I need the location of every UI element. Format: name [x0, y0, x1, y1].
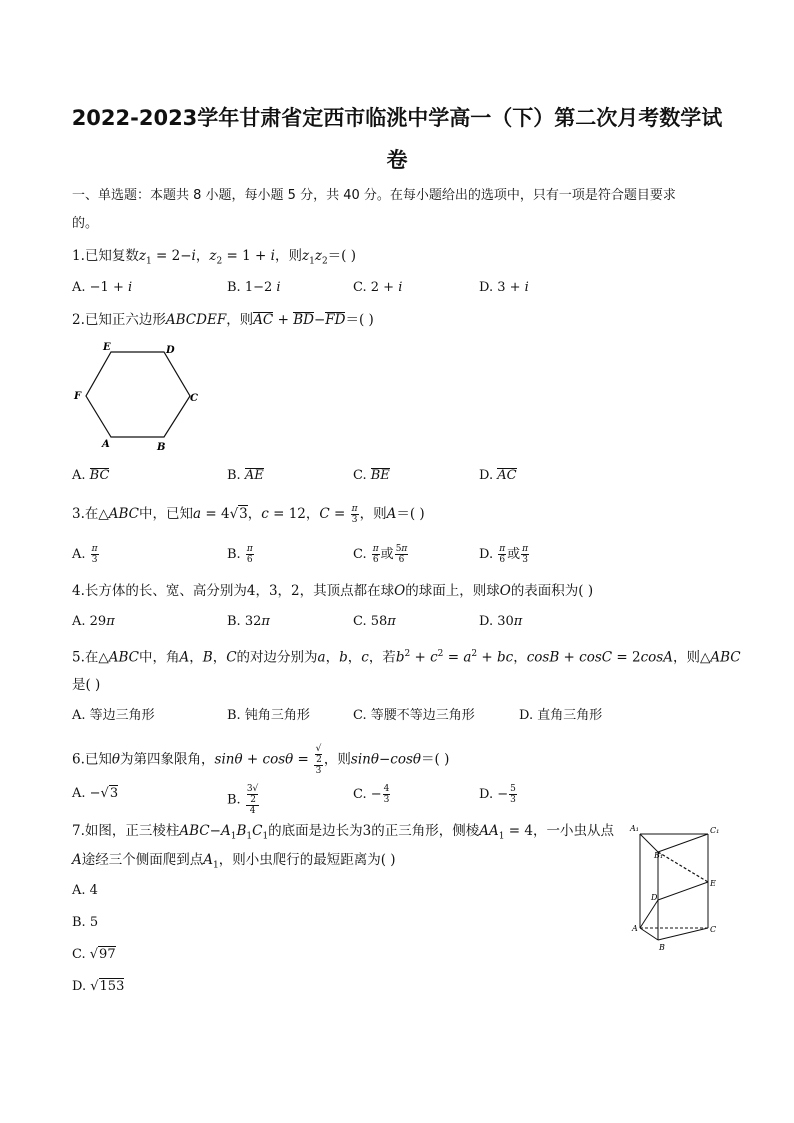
option-3a[interactable]: A. $\frac{\pi}{3}$ [72, 544, 98, 565]
option-7a[interactable]: A. 4 [72, 883, 98, 898]
hex-label-d: D [166, 345, 175, 356]
prism-label-a: A [632, 924, 638, 933]
page-title: 2022-2023学年甘肃省定西市临洮中学高一（下）第二次月考数学试 [71, 106, 723, 130]
hex-label-b: B [157, 442, 166, 453]
question-5-cont: 是( ) [72, 677, 101, 693]
prism-label-b1: B₁ [654, 851, 664, 860]
hex-label-c: C [190, 393, 198, 404]
option-2b[interactable]: B. AE [227, 468, 264, 483]
hexagon-figure [72, 340, 202, 455]
option-4c[interactable]: C. 58π [353, 614, 396, 629]
option-5d[interactable]: D. 直角三角形 [519, 708, 603, 723]
question-6: 6.已知θ为第四象限角，sinθ + cosθ = √ 2 3 ，则sinθ−cosθ＝( ) [72, 744, 450, 776]
option-5a[interactable]: A. 等边三角形 [72, 708, 155, 723]
option-4a[interactable]: A. 29π [72, 614, 115, 629]
question-7: 7.如图，正三棱柱$ABC-A_1B_1C_1$的底面是边长为3的正三角形，侧棱$AA_1 = 4$，一小虫从点 [72, 823, 614, 842]
option-4d[interactable]: D. 30π [479, 614, 523, 629]
prism-label-d: D [651, 893, 658, 902]
option-7b[interactable]: B. 5 [72, 915, 99, 930]
hex-label-e: E [103, 342, 111, 353]
section-heading: 一、单选题：本题共 8 小题，每小题 5 分，共 40 分。在每小题给出的选项中，只有一项是符合题目要求 [72, 188, 676, 203]
section-heading-cont: 的。 [72, 216, 99, 231]
option-2d[interactable]: D. AC [479, 468, 517, 483]
option-6d[interactable]: D. − $\frac{5}{3}$ [479, 784, 516, 805]
question-2: 2.已知正六边形ABCDEF，则AC + BD−FD＝( ) [72, 312, 374, 328]
hex-label-a: A [102, 439, 110, 450]
question-3: 3.在△ABC中，已知a = 4√3，c = 12，C = $\frac{\pi}{3}$ ，则A＝( ) [72, 504, 425, 525]
question-1: 1.已知复数$z_1 = 2-i$，$z_2 = 1 + i$，则$z_1z_2=$( ) [72, 248, 356, 267]
option-4b[interactable]: B. 32π [227, 614, 270, 629]
prism-figure [626, 820, 726, 955]
option-5b[interactable]: B. 钝角三角形 [227, 708, 310, 723]
hex-label-f: F [74, 391, 82, 402]
option-2c[interactable]: C. BE [353, 468, 390, 483]
option-2a[interactable]: A. BC [72, 468, 110, 483]
question-7-cont: A途经三个侧面爬到点$A_1$，则小虫爬行的最短距离为( ) [72, 852, 396, 871]
page-title-line2: 卷 [386, 148, 408, 172]
option-7c[interactable]: C. √97 [72, 947, 116, 962]
option-7d[interactable]: D. √153 [72, 979, 125, 994]
prism-label-c: C [710, 925, 717, 934]
option-6a[interactable]: A. −√3 [72, 786, 119, 801]
question-5: 5.在△ABC中，角A，B，C的对边分别为a，b，c，若$b^2 + c^2 = a^2$ + bc，cosB + cosC = 2cosA，则△ABC [72, 649, 741, 666]
option-3d[interactable]: D. $\frac{\pi}{6}$ 或 $\frac{\pi}{3}$ [479, 544, 529, 565]
prism-label-a1: A₁ [630, 824, 639, 833]
option-1b[interactable]: B. 1−2 i [227, 280, 281, 295]
option-3b[interactable]: B. $\frac{\pi}{6}$ [227, 544, 253, 565]
prism-label-c1: C₁ [710, 826, 720, 835]
option-1d[interactable]: D. 3 + i [479, 280, 529, 295]
option-6c[interactable]: C. − $\frac{4}{3}$ [353, 784, 390, 805]
option-1c[interactable]: C. 2 + i [353, 280, 403, 295]
option-6b[interactable]: B. 3√ 2 4 [227, 784, 259, 816]
option-1a[interactable]: A. −1 + i [72, 280, 133, 295]
prism-label-b: B [659, 943, 665, 952]
option-5c[interactable]: C. 等腰不等边三角形 [353, 708, 475, 723]
option-3c[interactable]: C. $\frac{\pi}{6}$ 或 $\frac{5\pi}{6}$ [353, 544, 408, 565]
question-4: 4.长方体的长、宽、高分别为4，3，2，其顶点都在球O的球面上，则球O的表面积为( ) [72, 583, 594, 599]
prism-label-e: E [710, 879, 716, 888]
